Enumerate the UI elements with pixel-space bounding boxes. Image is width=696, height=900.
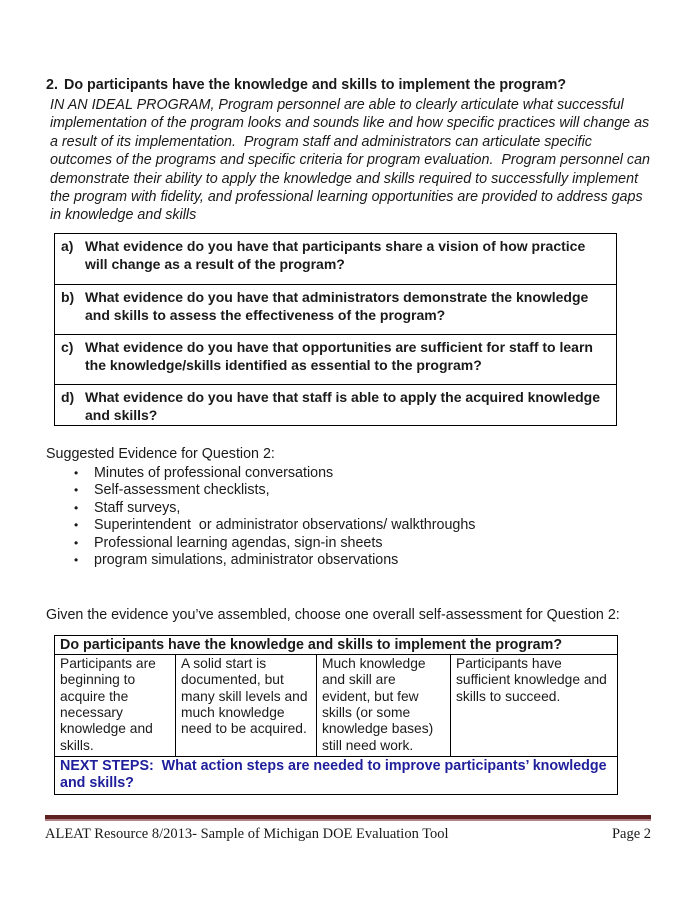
list-item xyxy=(46,535,650,553)
list-item xyxy=(46,500,650,518)
suggested-evidence-list xyxy=(46,465,650,570)
bullet-icon: • xyxy=(74,500,79,515)
page-content xyxy=(46,76,654,795)
bullet-icon: • xyxy=(74,483,79,498)
row-letter: b) xyxy=(61,288,75,305)
row-question-text: What evidence do you have that participants share a vision of how practice will change as a result of the program? xyxy=(85,237,590,273)
question-number: 2. xyxy=(46,77,58,93)
list-item-text: program simulations, administrator observations xyxy=(94,552,399,569)
evidence-questions-table xyxy=(54,233,617,426)
bullet-icon: • xyxy=(74,553,79,568)
list-item-text: Minutes of professional conversations xyxy=(94,464,334,481)
assessment-level-2-cell: A solid start is documented, but many skill levels and much knowledge need to be acquired. xyxy=(176,654,317,756)
self-assessment-intro: Given the evidence you’ve assembled, choose one overall self-assessment for Question 2: xyxy=(46,606,620,623)
footer-rule-light xyxy=(45,819,651,821)
list-item-text: Professional learning agendas, sign-in sheets xyxy=(94,534,383,551)
evidence-question-row-a xyxy=(55,234,616,285)
list-item xyxy=(46,482,650,500)
bullet-icon: • xyxy=(74,518,79,533)
bullet-icon: • xyxy=(74,535,79,550)
bullet-icon: • xyxy=(74,465,79,480)
footer-page-number: Page 2 xyxy=(611,826,651,842)
question-2-heading xyxy=(46,76,650,94)
assessment-level-3-cell: Much knowledge and skill are evident, but few skills (or some knowledge bases) still need work. xyxy=(317,654,451,756)
list-item-text: Staff surveys, xyxy=(94,499,181,516)
ideal-program-paragraph: IN AN IDEAL PROGRAM, Program personnel are able to clearly articulate what successful implementation of the program looks and sounds like and how specific practices will change as a result of its implementation. Program staff and administrators can articulate specific outcomes of the programs and specific criteria for program evaluation. Program personnel can demonstrate their ability to apply the knowledge and skills required to successfully implement the program with fidelity, and professional learning opportunities are provided to address gaps in knowledge and skills xyxy=(50,97,654,224)
next-steps-cell: NEXT STEPS: What action steps are needed to improve participants’ knowledge and skills? xyxy=(55,757,618,795)
list-item-text: Superintendent or administrator observations/ walkthroughs xyxy=(94,517,476,534)
suggested-evidence-heading: Suggested Evidence for Question 2: xyxy=(46,445,275,462)
self-assessment-table xyxy=(54,635,618,795)
row-question-text: What evidence do you have that administrators demonstrate the knowledge and skills to assess the effectiveness of the program? xyxy=(85,288,593,324)
assessment-level-1-cell: Participants are beginning to acquire the necessary knowledge and skills. xyxy=(55,654,176,756)
question-title-text: Do participants have the knowledge and skills to implement the program? xyxy=(64,77,567,93)
evidence-question-row-b xyxy=(55,285,616,335)
evidence-question-row-c xyxy=(55,335,616,385)
row-question-text: What evidence do you have that opportunities are sufficient for staff to learn the knowledge/skills identified as essential to the program? xyxy=(85,338,597,374)
page-footer xyxy=(45,815,651,843)
list-item-text: Self-assessment checklists, xyxy=(94,482,270,499)
list-item xyxy=(46,552,650,570)
row-letter: a) xyxy=(61,237,74,254)
footer-left-text: ALEAT Resource 8/2013- Sample of Michigan DOE Evaluation Tool xyxy=(45,826,449,842)
row-letter: d) xyxy=(61,388,75,405)
footer-text-row xyxy=(45,826,651,843)
row-letter: c) xyxy=(61,338,74,355)
list-item xyxy=(46,465,650,483)
list-item xyxy=(46,517,650,535)
evidence-question-row-d xyxy=(55,385,616,425)
self-assessment-question-header: Do participants have the knowledge and skills to implement the program? xyxy=(55,635,618,654)
assessment-level-4-cell: Participants have sufficient knowledge and skills to succeed. xyxy=(451,654,618,756)
row-question-text: What evidence do you have that staff is able to apply the acquired knowledge and skills? xyxy=(85,388,604,424)
